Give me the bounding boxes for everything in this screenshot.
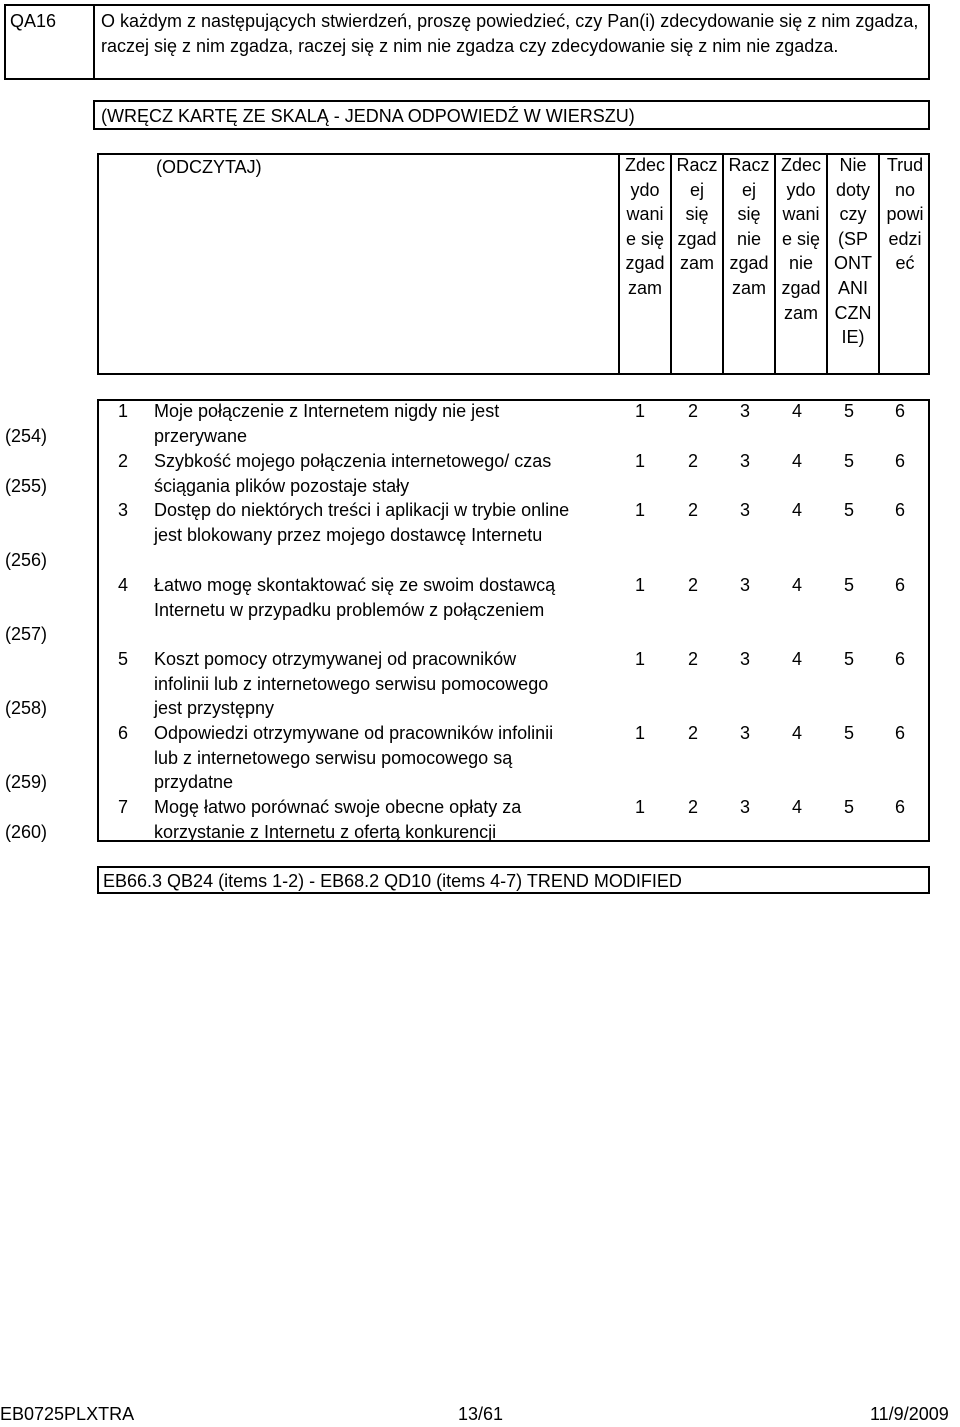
statement-text-line: korzystanie z Internetu z ofertą konkurencji xyxy=(154,821,497,842)
variable-code: (260) xyxy=(5,822,48,842)
statement-number: 1 xyxy=(118,401,129,421)
answer-option-1[interactable]: 1 xyxy=(634,500,645,520)
statement-number: 7 xyxy=(118,797,129,817)
answer-scale-header xyxy=(97,153,930,375)
scale-column-header xyxy=(618,153,670,375)
scale-column-header-line: ej xyxy=(689,179,704,200)
scale-column-header-line: ANI xyxy=(837,277,868,298)
answer-option-2[interactable]: 2 xyxy=(687,451,698,471)
scale-column-header-line: powi xyxy=(886,204,924,225)
scale-column-header-line: ydo xyxy=(630,179,660,200)
answer-option-4[interactable]: 4 xyxy=(791,500,802,520)
statement-text-line: Moje połączenie z Internetem nigdy nie jest xyxy=(154,401,500,421)
answer-option-5[interactable]: 5 xyxy=(843,451,854,471)
trend-text: EB66.3 QB24 (items 1-2) - EB68.2 QD10 (items 4-7) TREND MODIFIED xyxy=(103,871,682,891)
variable-code: (255) xyxy=(5,476,48,496)
answer-option-5[interactable]: 5 xyxy=(843,401,854,421)
answer-option-1[interactable]: 1 xyxy=(634,401,645,421)
scale-column-header-line: wani xyxy=(782,204,820,225)
answer-option-5[interactable]: 5 xyxy=(843,797,854,817)
statement-text-line: ściągania plików pozostaje stały xyxy=(154,475,410,496)
scale-column-header xyxy=(670,153,722,375)
scale-column-header-line: zam xyxy=(679,253,714,274)
scale-column-header-line: ej xyxy=(741,179,756,200)
answer-option-3[interactable]: 3 xyxy=(739,723,750,743)
answer-option-2[interactable]: 2 xyxy=(687,649,698,669)
scale-column-header-line: no xyxy=(894,179,916,200)
statement-number: 6 xyxy=(118,723,129,743)
scale-column-header-line: ydo xyxy=(786,179,816,200)
statement-text xyxy=(154,795,624,844)
answer-option-6[interactable]: 6 xyxy=(894,500,905,520)
scale-column-header-line: Zdec xyxy=(780,155,822,175)
scale-column-header-line: nie xyxy=(736,228,762,249)
answer-option-1[interactable]: 1 xyxy=(634,575,645,595)
answer-option-2[interactable]: 2 xyxy=(687,401,698,421)
answer-option-3[interactable]: 3 xyxy=(739,649,750,669)
scale-column-header-line: zgad xyxy=(729,253,769,274)
variable-code: (254) xyxy=(5,426,48,446)
answer-option-5[interactable]: 5 xyxy=(843,500,854,520)
scale-column-header-line: Racz xyxy=(676,155,718,175)
instruction-text: (WRĘCZ KARTĘ ZE SKALĄ - JEDNA ODPOWIEDŹ W WIERSZU) xyxy=(101,106,635,126)
scale-column-header-line: Nie xyxy=(839,155,867,175)
statement-text-line: przydatne xyxy=(154,772,234,793)
statement-text xyxy=(154,449,624,498)
scale-column-header-line: zam xyxy=(627,277,662,298)
statement-text-line: jest przystępny xyxy=(154,698,275,719)
trend-note xyxy=(97,866,930,894)
scale-column-header-line: nie xyxy=(788,253,814,274)
statement-number: 2 xyxy=(118,451,129,471)
answer-option-6[interactable]: 6 xyxy=(894,575,905,595)
scale-column-header-line: ONT xyxy=(834,253,872,274)
answer-option-6[interactable]: 6 xyxy=(894,723,905,743)
answer-option-6[interactable]: 6 xyxy=(894,649,905,669)
answer-option-4[interactable]: 4 xyxy=(791,797,802,817)
scale-column-header-line: eć xyxy=(895,253,915,274)
answer-option-6[interactable]: 6 xyxy=(894,451,905,471)
statement-text-line: Mogę łatwo porównać swoje obecne opłaty za xyxy=(154,797,522,817)
statement-text xyxy=(154,399,624,448)
scale-column-header xyxy=(722,153,774,375)
answer-option-1[interactable]: 1 xyxy=(634,451,645,471)
scale-column-header-line: wani xyxy=(626,204,664,225)
scale-column-header xyxy=(826,153,878,375)
answer-option-1[interactable]: 1 xyxy=(634,723,645,743)
instruction-box xyxy=(93,100,930,130)
scale-column-header-line: e się xyxy=(625,228,665,249)
statement-text xyxy=(154,498,624,547)
answer-option-4[interactable]: 4 xyxy=(791,649,802,669)
footer-document-id: EB0725PLXTRA xyxy=(0,1404,135,1424)
answer-option-3[interactable]: 3 xyxy=(739,575,750,595)
scale-column-header-line: zam xyxy=(731,277,766,298)
scale-column-header-line: CZN xyxy=(834,302,872,323)
statement-text xyxy=(154,647,624,721)
scale-column-header-line: się xyxy=(737,204,761,225)
scale-column-header-line: doty xyxy=(835,179,871,200)
question-text: O każdym z następujących stwierdzeń, proszę powiedzieć, czy Pan(i) zdecydowanie się z nim zgadza, raczej się z nim zgadza, raczej się z nim nie zgadza czy zdecydowanie się z nim nie zgadza. xyxy=(101,11,919,56)
answer-option-4[interactable]: 4 xyxy=(791,723,802,743)
footer-date: 11/9/2009 xyxy=(870,1404,949,1424)
answer-option-3[interactable]: 3 xyxy=(739,451,750,471)
answer-option-6[interactable]: 6 xyxy=(894,401,905,421)
variable-code: (258) xyxy=(5,698,48,718)
answer-option-5[interactable]: 5 xyxy=(843,723,854,743)
scale-column-header-line: IE) xyxy=(841,327,865,348)
statement-text-line: Łatwo mogę skontaktować się ze swoim dostawcą xyxy=(154,575,556,595)
answer-option-2[interactable]: 2 xyxy=(687,575,698,595)
read-out-label: (ODCZYTAJ) xyxy=(156,157,262,177)
scale-column-header-line: zam xyxy=(783,302,818,323)
answer-option-2[interactable]: 2 xyxy=(687,723,698,743)
answer-option-2[interactable]: 2 xyxy=(687,500,698,520)
scale-column-header xyxy=(878,153,930,375)
question-id: QA16 xyxy=(10,11,57,31)
answer-option-5[interactable]: 5 xyxy=(843,575,854,595)
answer-option-3[interactable]: 3 xyxy=(739,797,750,817)
question-id-cell xyxy=(4,4,95,80)
scale-column-header-line: czy xyxy=(839,204,867,225)
answer-option-1[interactable]: 1 xyxy=(634,797,645,817)
statement-text-line: Dostęp do niektórych treści i aplikacji w trybie online xyxy=(154,500,570,520)
scale-column-header-line: (SP xyxy=(837,228,868,249)
scale-column-header-line: Zdec xyxy=(624,155,666,175)
answer-option-6[interactable]: 6 xyxy=(894,797,905,817)
statement-text-line: Odpowiedzi otrzymywane od pracowników infolinii xyxy=(154,723,554,743)
statement-number: 3 xyxy=(118,500,129,520)
statement-text-line: Internetu w przypadku problemów z połączeniem xyxy=(154,599,545,620)
scale-column-header-line: edzi xyxy=(888,228,922,249)
statement-text-line: Koszt pomocy otrzymywanej od pracowników xyxy=(154,649,517,669)
answer-option-1[interactable]: 1 xyxy=(634,649,645,669)
scale-column-header-line: e się xyxy=(781,228,821,249)
scale-column-header-line: Racz xyxy=(728,155,770,175)
answer-option-2[interactable]: 2 xyxy=(687,797,698,817)
scale-column-header-line: Trud xyxy=(886,155,924,175)
answer-option-3[interactable]: 3 xyxy=(739,500,750,520)
variable-code: (259) xyxy=(5,772,48,792)
scale-column-header-line: zgad xyxy=(677,228,717,249)
statement-text-line: infolinii lub z internetowego serwisu pomocowego xyxy=(154,673,549,694)
statement-text-line: przerywane xyxy=(154,425,248,446)
statement-text xyxy=(154,573,624,622)
question-text-cell xyxy=(93,4,930,80)
answer-option-4[interactable]: 4 xyxy=(791,451,802,471)
answer-option-4[interactable]: 4 xyxy=(791,575,802,595)
variable-code: (257) xyxy=(5,624,48,644)
scale-column-header-line: zgad xyxy=(781,277,821,298)
scale-column-header xyxy=(774,153,826,375)
statement-text xyxy=(154,721,624,795)
answer-option-5[interactable]: 5 xyxy=(843,649,854,669)
statement-text-line: jest blokowany przez mojego dostawcę Internetu xyxy=(154,524,543,545)
statement-text-line: lub z internetowego serwisu pomocowego są xyxy=(154,747,513,768)
scale-column-header-line: się xyxy=(685,204,709,225)
scale-column-header-line: zgad xyxy=(625,253,665,274)
answer-option-3[interactable]: 3 xyxy=(739,401,750,421)
statement-number: 4 xyxy=(118,575,129,595)
variable-code: (256) xyxy=(5,550,48,570)
footer-page-number: 13/61 xyxy=(458,1404,504,1424)
answer-option-4[interactable]: 4 xyxy=(791,401,802,421)
statement-text-line: Szybkość mojego połączenia internetowego/ czas xyxy=(154,451,552,471)
statement-number: 5 xyxy=(118,649,129,669)
